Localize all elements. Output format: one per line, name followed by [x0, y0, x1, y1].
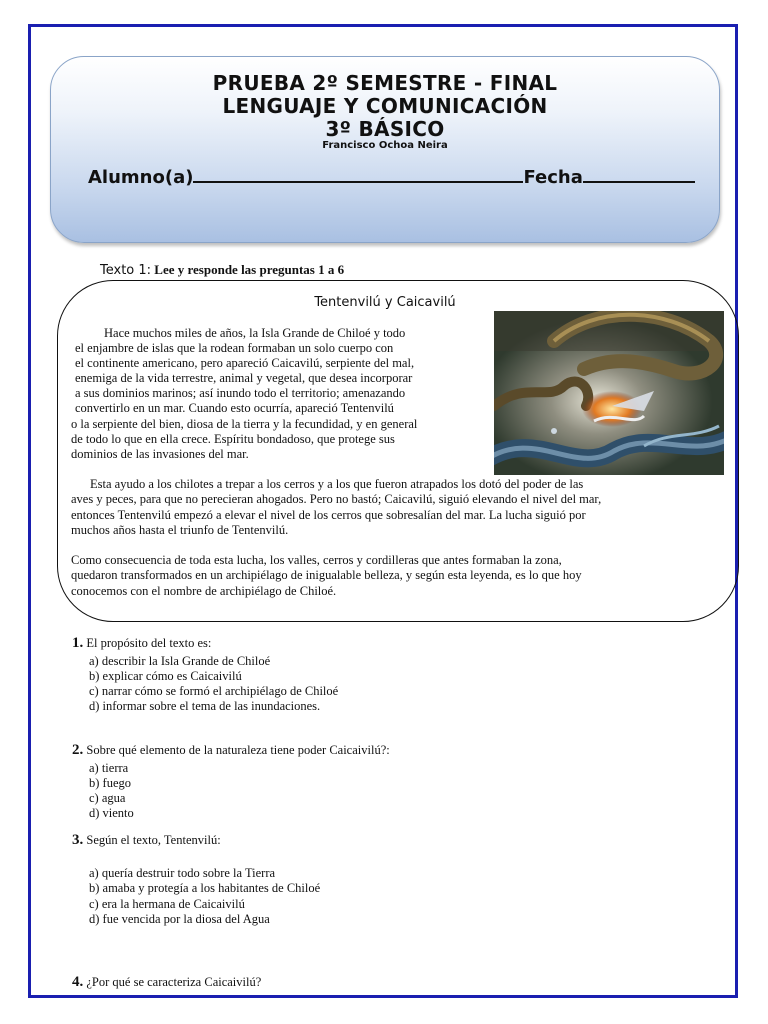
- question-text: El propósito del texto es:: [86, 636, 212, 650]
- option-b[interactable]: b) explicar cómo es Caicaivilú: [89, 669, 242, 683]
- paragraph-2-line: aves y peces, para que no perecieran ahogados. Pero no bastó; Caicavilú, siguió elevando el nivel del mar,: [71, 492, 602, 506]
- option-b[interactable]: b) amaba y protegía a los habitantes de Chiloé: [89, 881, 321, 895]
- option-a[interactable]: a) tierra: [89, 761, 129, 775]
- paragraph-3-line: conocemos con el nombre de archipiélago de Chiloé.: [71, 584, 337, 598]
- option-c[interactable]: c) narrar cómo se formó el archipiélago de Chiloé: [89, 684, 339, 698]
- serpent-illustration: [494, 311, 724, 475]
- option-c[interactable]: c) era la hermana de Caicaivilú: [89, 897, 245, 911]
- option-a[interactable]: a) quería destruir todo sobre la Tierra: [89, 866, 276, 880]
- paragraph-1-line: dominios de las invasiones del mar.: [71, 447, 249, 461]
- question-text: Sobre qué elemento de la naturaleza tiene poder Caicaivilú?:: [86, 743, 390, 757]
- paragraph-2-line: entonces Tentenvilú empezó a elevar el nivel de los cerros que sobresalían del mar. La lucha siguió por: [71, 508, 586, 522]
- texto-label: Texto 1:: [100, 263, 152, 278]
- question-3: [72, 833, 221, 848]
- question-number: 3.: [72, 832, 84, 848]
- option-d[interactable]: d) fue vencida por la diosa del Agua: [89, 912, 270, 926]
- paragraph-1-line: a sus dominios marinos; así inundo todo el territorio; amenazando: [75, 386, 406, 400]
- paragraph-2-line: muchos años hasta el triunfo de Tentenvilú.: [71, 523, 289, 537]
- author-name: Francisco Ochoa Neira: [322, 140, 448, 151]
- option-c[interactable]: c) agua: [89, 791, 126, 805]
- paragraph-2-line: Esta ayudo a los chilotes a trepar a los cerros y a los que fueron atrapados los dotó del poder de las: [90, 477, 584, 491]
- instruction-text: Lee y responde las preguntas 1 a 6: [154, 262, 345, 277]
- student-label: Alumno(a): [88, 167, 194, 188]
- question-number: 4.: [72, 974, 84, 990]
- question-number: 1.: [72, 635, 84, 651]
- option-d[interactable]: d) viento: [89, 806, 134, 820]
- subject-title: LENGUAJE Y COMUNICACIÓN: [222, 94, 548, 118]
- question-4: [72, 975, 261, 990]
- option-a[interactable]: a) describir la Isla Grande de Chiloé: [89, 654, 271, 668]
- question-2: [72, 743, 390, 758]
- paragraph-3-line: Como consecuencia de toda esta lucha, los valles, cerros y cordilleras que antes formaban la zona,: [71, 553, 562, 567]
- paragraph-1-line: de todo lo que en ella crece. Espíritu bondadoso, que protege sus: [71, 432, 395, 446]
- student-name-blank[interactable]: [193, 164, 523, 183]
- exam-title: PRUEBA 2º SEMESTRE - FINAL: [212, 71, 558, 95]
- paragraph-3-line: quedaron transformados en un archipiélago de inigualable belleza, y según esta leyenda, es lo que hoy: [71, 568, 582, 582]
- student-date-line: [88, 164, 718, 188]
- paragraph-1-line: el enjambre de islas que la rodean formaban un solo cuerpo con: [75, 341, 394, 355]
- question-number: 2.: [72, 742, 84, 758]
- grade-title: 3º BÁSICO: [325, 117, 445, 141]
- reading-title: Tentenvilú y Caicavilú: [314, 295, 456, 310]
- reading-instruction: [100, 262, 344, 278]
- question-text: ¿Por qué se caracteriza Caicaivilú?: [86, 975, 262, 989]
- date-blank[interactable]: [583, 164, 695, 183]
- option-b[interactable]: b) fuego: [89, 776, 131, 790]
- paragraph-1-line: Hace muchos miles de años, la Isla Grande de Chiloé y todo: [104, 326, 406, 340]
- paragraph-1-line: convertirlo en un mar. Cuando esto ocurría, apareció Tentenvilú: [75, 401, 394, 415]
- date-label: Fecha: [523, 167, 583, 188]
- paragraph-1-line: el continente americano, pero apareció Caicavilú, serpiente del mal,: [75, 356, 415, 370]
- question-1: [72, 636, 211, 651]
- option-d[interactable]: d) informar sobre el tema de las inundaciones.: [89, 699, 321, 713]
- question-text: Según el texto, Tentenvilú:: [86, 833, 221, 847]
- paragraph-1-line: o la serpiente del bien, diosa de la tierra y la fecundidad, y en general: [71, 417, 418, 431]
- paragraph-1-line: enemiga de la vida terrestre, animal y vegetal, que desea incorporar: [75, 371, 413, 385]
